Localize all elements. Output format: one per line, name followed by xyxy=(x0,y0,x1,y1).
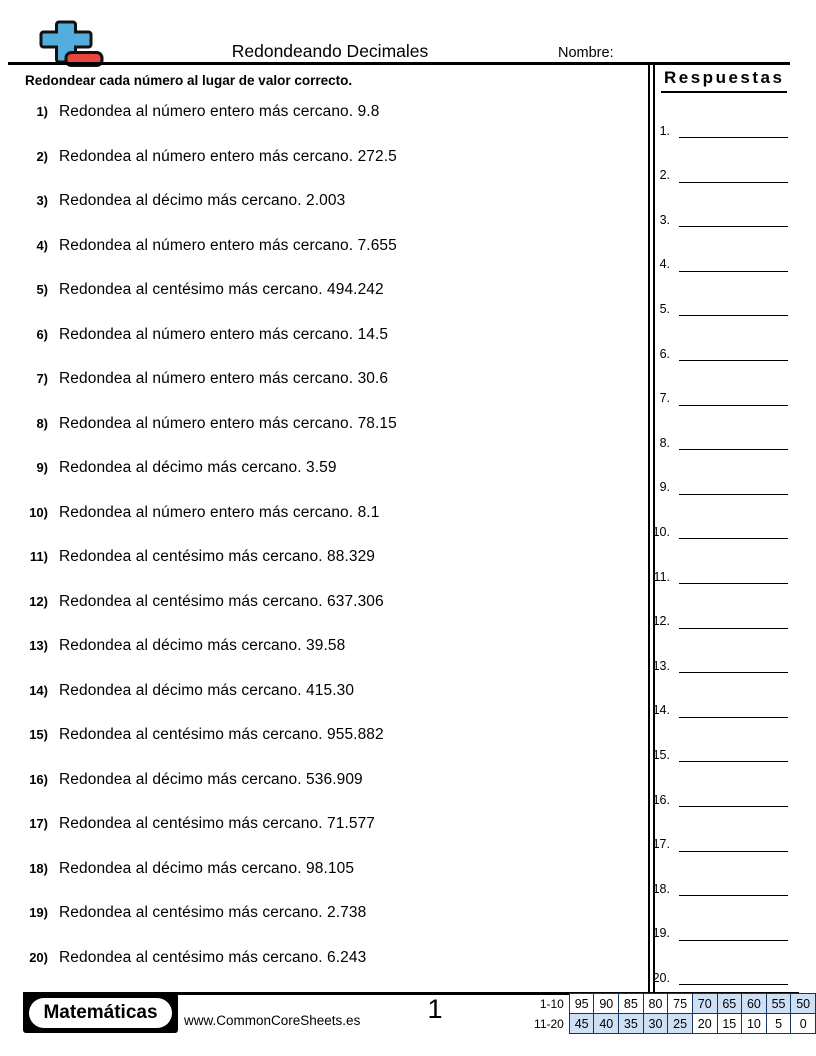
score-cell: 10 xyxy=(742,1014,767,1034)
question-text: Redondea al número entero más cercano. 14.5 xyxy=(59,325,389,343)
question-number: 12) xyxy=(29,593,48,609)
answer-row-8 xyxy=(642,432,788,450)
answer-number: 1. xyxy=(659,123,670,138)
answer-blank-line[interactable] xyxy=(679,877,788,896)
question-text: Redondea al décimo más cercano. 536.909 xyxy=(59,770,363,788)
question-text: Redondea al centésimo más cercano. 71.577 xyxy=(59,815,376,832)
answer-row-14 xyxy=(642,700,788,718)
question-text: Redondea al número entero más cercano. 7.655 xyxy=(59,236,397,254)
question-row-14 xyxy=(14,682,354,700)
question-row-7 xyxy=(14,370,388,388)
score-cell: 35 xyxy=(619,1014,644,1034)
answer-number: 12. xyxy=(652,614,670,629)
question-row-13 xyxy=(14,637,345,655)
answer-number: 10. xyxy=(652,524,670,539)
question-row-9 xyxy=(14,459,337,477)
answer-blank-line[interactable] xyxy=(679,743,788,762)
score-row-label: 1-10 xyxy=(539,996,564,1011)
answer-blank-line[interactable] xyxy=(679,297,788,316)
answer-number: 7. xyxy=(659,391,670,406)
answer-row-9 xyxy=(642,477,788,495)
answer-blank-line[interactable] xyxy=(679,431,788,450)
question-text: Redondea al número entero más cercano. 30.6 xyxy=(59,370,389,387)
question-number: 4) xyxy=(36,237,48,253)
question-number: 10) xyxy=(29,504,48,520)
score-cell: 80 xyxy=(643,994,668,1014)
answer-blank-line[interactable] xyxy=(679,476,788,495)
answer-row-17 xyxy=(642,834,788,852)
question-text: Redondea al centésimo más cercano. 955.882 xyxy=(59,726,384,743)
answer-blank-line[interactable] xyxy=(679,565,788,584)
brand-box xyxy=(23,993,178,1033)
question-number: 2) xyxy=(36,148,48,164)
answer-blank-line[interactable] xyxy=(679,699,788,718)
question-row-3 xyxy=(14,192,345,210)
question-number: 3) xyxy=(36,193,48,208)
name-label: Nombre: xyxy=(558,45,614,61)
answer-row-15 xyxy=(642,744,788,762)
question-row-20 xyxy=(14,949,366,967)
page-title: Redondeando Decimales xyxy=(231,41,429,61)
question-text: Redondea al número entero más cercano. 272.5 xyxy=(59,147,397,165)
score-table-row-1 xyxy=(524,994,816,1014)
score-cell: 55 xyxy=(766,994,791,1014)
answer-row-2 xyxy=(642,165,788,183)
question-number: 14) xyxy=(29,682,48,698)
question-row-10 xyxy=(14,504,379,522)
score-cell: 15 xyxy=(717,1014,742,1034)
score-cell: 45 xyxy=(569,1014,594,1034)
score-row-label: 11-20 xyxy=(534,1016,564,1031)
answer-row-10 xyxy=(642,521,788,539)
score-table-row-2 xyxy=(524,1014,816,1034)
answer-blank-line[interactable] xyxy=(679,922,788,941)
answer-row-18 xyxy=(642,878,788,896)
answer-number: 2. xyxy=(659,168,670,183)
answer-blank-line[interactable] xyxy=(679,610,788,629)
question-row-16 xyxy=(14,771,363,789)
question-text: Redondea al centésimo más cercano. 88.329 xyxy=(59,548,376,565)
answer-row-5 xyxy=(642,298,788,316)
question-row-12 xyxy=(14,593,384,611)
answers-heading: Respuestas xyxy=(661,68,787,93)
answer-row-13 xyxy=(642,655,788,673)
answer-blank-line[interactable] xyxy=(679,208,788,227)
question-row-17 xyxy=(14,815,375,833)
answer-blank-line[interactable] xyxy=(679,387,788,406)
question-number: 5) xyxy=(36,282,48,297)
answer-number: 18. xyxy=(652,881,670,896)
score-table xyxy=(524,993,816,1034)
question-number: 18) xyxy=(29,860,48,876)
answer-number: 19. xyxy=(652,926,670,941)
answer-number: 6. xyxy=(659,346,670,361)
question-number: 9) xyxy=(36,460,48,475)
question-text: Redondea al centésimo más cercano. 637.306 xyxy=(59,592,384,610)
website-link[interactable]: www.CommonCoreSheets.es xyxy=(184,1013,361,1028)
question-number: 11) xyxy=(29,549,48,564)
question-row-18 xyxy=(14,860,354,878)
answer-blank-line[interactable] xyxy=(679,966,788,985)
question-text: Redondea al décimo más cercano. 2.003 xyxy=(59,192,346,209)
answer-row-4 xyxy=(642,254,788,272)
answer-blank-line[interactable] xyxy=(679,788,788,807)
answer-number: 5. xyxy=(659,301,670,316)
question-number: 20) xyxy=(29,949,48,965)
score-cell: 60 xyxy=(742,994,767,1014)
answer-row-1 xyxy=(642,120,788,138)
question-text: Redondea al décimo más cercano. 3.59 xyxy=(59,459,337,476)
answer-row-20 xyxy=(642,967,788,985)
page-number: 1 xyxy=(427,994,443,1024)
question-text: Redondea al número entero más cercano. 8.1 xyxy=(59,503,380,521)
answer-number: 8. xyxy=(659,435,670,450)
answer-row-7 xyxy=(642,388,788,406)
question-text: Redondea al número entero más cercano. 78.15 xyxy=(59,414,397,432)
question-text: Redondea al décimo más cercano. 415.30 xyxy=(59,681,355,699)
question-number: 15) xyxy=(29,727,48,742)
question-row-11 xyxy=(14,548,375,566)
answer-number: 3. xyxy=(659,212,670,227)
score-cell: 25 xyxy=(668,1014,693,1034)
question-number: 17) xyxy=(29,816,48,831)
answer-number: 13. xyxy=(652,658,670,673)
answer-blank-line[interactable] xyxy=(679,119,788,138)
answer-row-16 xyxy=(642,789,788,807)
question-text: Redondea al número entero más cercano. 9.8 xyxy=(59,103,380,120)
question-number: 19) xyxy=(29,905,48,920)
answer-blank-line[interactable] xyxy=(679,164,788,183)
question-number: 6) xyxy=(36,326,48,342)
answer-row-12 xyxy=(642,611,788,629)
score-cell: 75 xyxy=(668,994,693,1014)
question-number: 7) xyxy=(36,371,48,386)
question-number: 13) xyxy=(29,638,48,653)
question-row-5 xyxy=(14,281,384,299)
question-row-15 xyxy=(14,726,384,744)
answer-number: 15. xyxy=(652,747,670,762)
question-text: Redondea al décimo más cercano. 98.105 xyxy=(59,859,355,877)
header-rule xyxy=(8,62,790,65)
question-number: 1) xyxy=(36,104,48,119)
brand-label: Matemáticas xyxy=(29,998,172,1028)
score-cell: 30 xyxy=(643,1014,668,1034)
answer-row-11 xyxy=(642,566,788,584)
question-number: 16) xyxy=(29,771,48,787)
answer-number: 14. xyxy=(652,703,670,718)
score-cell: 5 xyxy=(766,1014,791,1034)
question-text: Redondea al centésimo más cercano. 494.242 xyxy=(59,281,384,298)
question-row-8 xyxy=(14,415,397,433)
answer-number: 16. xyxy=(652,792,670,807)
score-cell: 0 xyxy=(791,1014,816,1034)
question-row-19 xyxy=(14,904,366,922)
answer-row-3 xyxy=(642,209,788,227)
question-text: Redondea al centésimo más cercano. 2.738 xyxy=(59,904,367,921)
answer-number: 9. xyxy=(659,480,670,495)
score-cell: 90 xyxy=(594,994,619,1014)
score-cell: 70 xyxy=(692,994,717,1014)
answer-number: 20. xyxy=(652,970,670,985)
answer-blank-line[interactable] xyxy=(679,833,788,852)
score-cell: 85 xyxy=(619,994,644,1014)
answer-row-6 xyxy=(642,343,788,361)
score-cell: 50 xyxy=(791,994,816,1014)
score-cell: 20 xyxy=(692,1014,717,1034)
answer-number: 11. xyxy=(653,569,670,584)
score-cell: 95 xyxy=(569,994,594,1014)
instructions-text: Redondear cada número al lugar de valor correcto. xyxy=(25,73,353,88)
answer-blank-line[interactable] xyxy=(679,342,788,361)
question-text: Redondea al décimo más cercano. 39.58 xyxy=(59,637,346,654)
question-number: 8) xyxy=(36,415,48,431)
question-text: Redondea al centésimo más cercano. 6.243 xyxy=(59,948,367,966)
score-cell: 40 xyxy=(594,1014,619,1034)
answer-blank-line[interactable] xyxy=(679,253,788,272)
score-cell: 65 xyxy=(717,994,742,1014)
question-row-1 xyxy=(14,103,379,121)
answer-blank-line[interactable] xyxy=(679,654,788,673)
answer-number: 17. xyxy=(652,837,670,852)
answer-number: 4. xyxy=(659,257,670,272)
answer-blank-line[interactable] xyxy=(679,520,788,539)
question-row-6 xyxy=(14,326,388,344)
question-row-4 xyxy=(14,237,397,255)
answer-row-19 xyxy=(642,923,788,941)
question-row-2 xyxy=(14,148,397,166)
